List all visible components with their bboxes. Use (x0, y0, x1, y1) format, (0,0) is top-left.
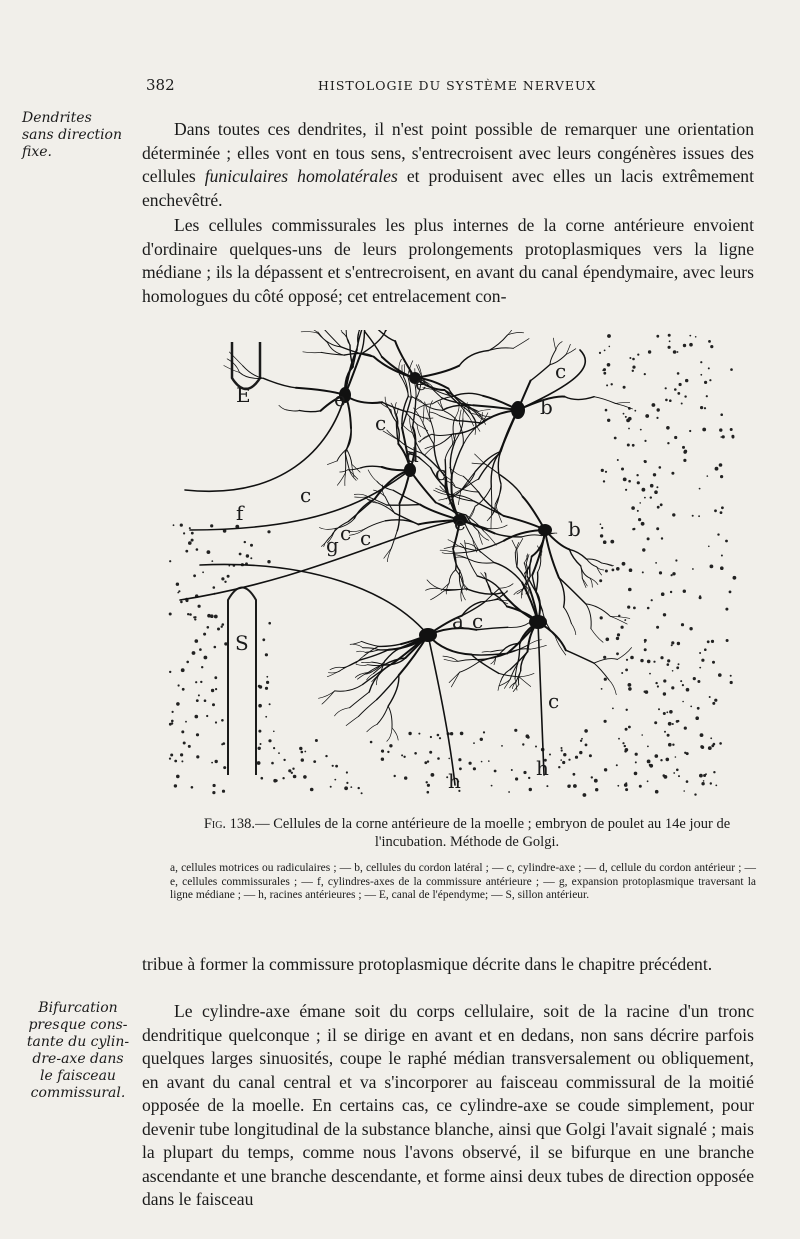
label-c3: c (300, 483, 312, 507)
figure-number: Fig. 138. (203, 816, 256, 832)
label-c2: c (375, 411, 387, 435)
neuron-illustration (160, 330, 740, 800)
label-b2: b (568, 517, 581, 541)
label-h1: h (448, 769, 461, 793)
running-head: HISTOLOGIE DU SYSTÈME NERVEUX (318, 78, 597, 93)
paragraph-continuation: tribue à former la commissure protoplasmique décrite dans le chapitre précédent. (142, 954, 713, 974)
label-c5: c (360, 526, 372, 550)
label-h2: h (536, 756, 549, 780)
margin-note-bifurcation: Bifurcation presque cons- tante du cylin- dre-axe dans le faisceau commissural. (26, 1000, 130, 1101)
emphasis-funiculaires: funiculaires homolatérales (204, 166, 398, 186)
paragraph-commissural-cells: Les cellules commissurales les plus internes de la corne antérieure envoient d'ordinaire quelques-uns de leurs prolongements protoplasmiques vers la ligne médiane ; ils la dépassent et s'entrecroisent, en avant du canal épendymaire, avec leurs homologues du côté opposé; cet entrelacement con- (142, 215, 754, 306)
label-d: d (406, 443, 419, 467)
label-c8: c (548, 689, 560, 713)
label-c6: c (435, 461, 447, 485)
label-a: a (452, 609, 464, 633)
figure-legend: a, cellules motrices ou radiculaires ; — b, cellules du cordon latéral ; — c, cylindre-axe ; — d, cellule du cordon antérieur ; — e, cellules commissurales ; — f, cylindres-axes de la commissure antérieure ; — g, expansion protoplasmique traversant la ligne médiane ; — h, racines antérieures ; — E, canal de l'épendyme; — S, sillon antérieur. (170, 862, 756, 901)
anterior-sulcus (228, 588, 256, 776)
label-c7: c (472, 609, 484, 633)
margin-note-dendrites: Dendrites sans direction fixe. (22, 110, 122, 160)
figure-138-drawing (160, 330, 740, 800)
label-g: g (326, 533, 339, 557)
page-header (0, 76, 800, 96)
label-e2: e (415, 371, 427, 395)
figure-caption: Fig. 138.— Cellules de la corne antérieure de la moelle ; embryon de poulet au 14e jour de l'incubation. Méthode de Golgi. (203, 816, 731, 850)
label-f: f (236, 501, 244, 525)
label-c4: c (340, 521, 352, 545)
ependymal-canal (232, 342, 260, 389)
page-number: 382 (146, 76, 175, 94)
label-S: S (235, 631, 249, 655)
paragraph-dendrites: Dans toutes ces dendrites, il n'est point possible de remarquer une orientation déterminée ; elles vont en tous sens, s'entrecroisent avec leurs congénères issues des cellules funiculaires homolatérales et produisent avec elles un lacis extrêmement enchevêtré. (142, 119, 754, 210)
label-e3: e (454, 511, 466, 535)
label-E: E (236, 383, 251, 407)
label-e1: e (334, 387, 346, 411)
label-b1: b (540, 395, 553, 419)
label-c1: c (555, 359, 567, 383)
paragraph-axon: Le cylindre-axe émane soit du corps cellulaire, soit de la racine d'un tronc dendritique quelconque ; il se dirige en avant et en dedans, non sans décrire parfois quelques larges sinuosités, coupe le raphé médian transversalement ou obliquement, en avant du canal central et va s'incorporer au faisceau commissural de la moitié opposée de la moelle. En certains cas, ce cylindre-axe se coude simplement, pour devenir tube longitudinal de la substance blanche, ainsi que Golgi l'avait signalé ; mais la plupart du temps, comme nous l'avons observé, il se bifurque en une branche ascendante et une branche descendante, et forme ainsi deux tubes de direction opposée dans le faisceau (142, 1001, 754, 1209)
